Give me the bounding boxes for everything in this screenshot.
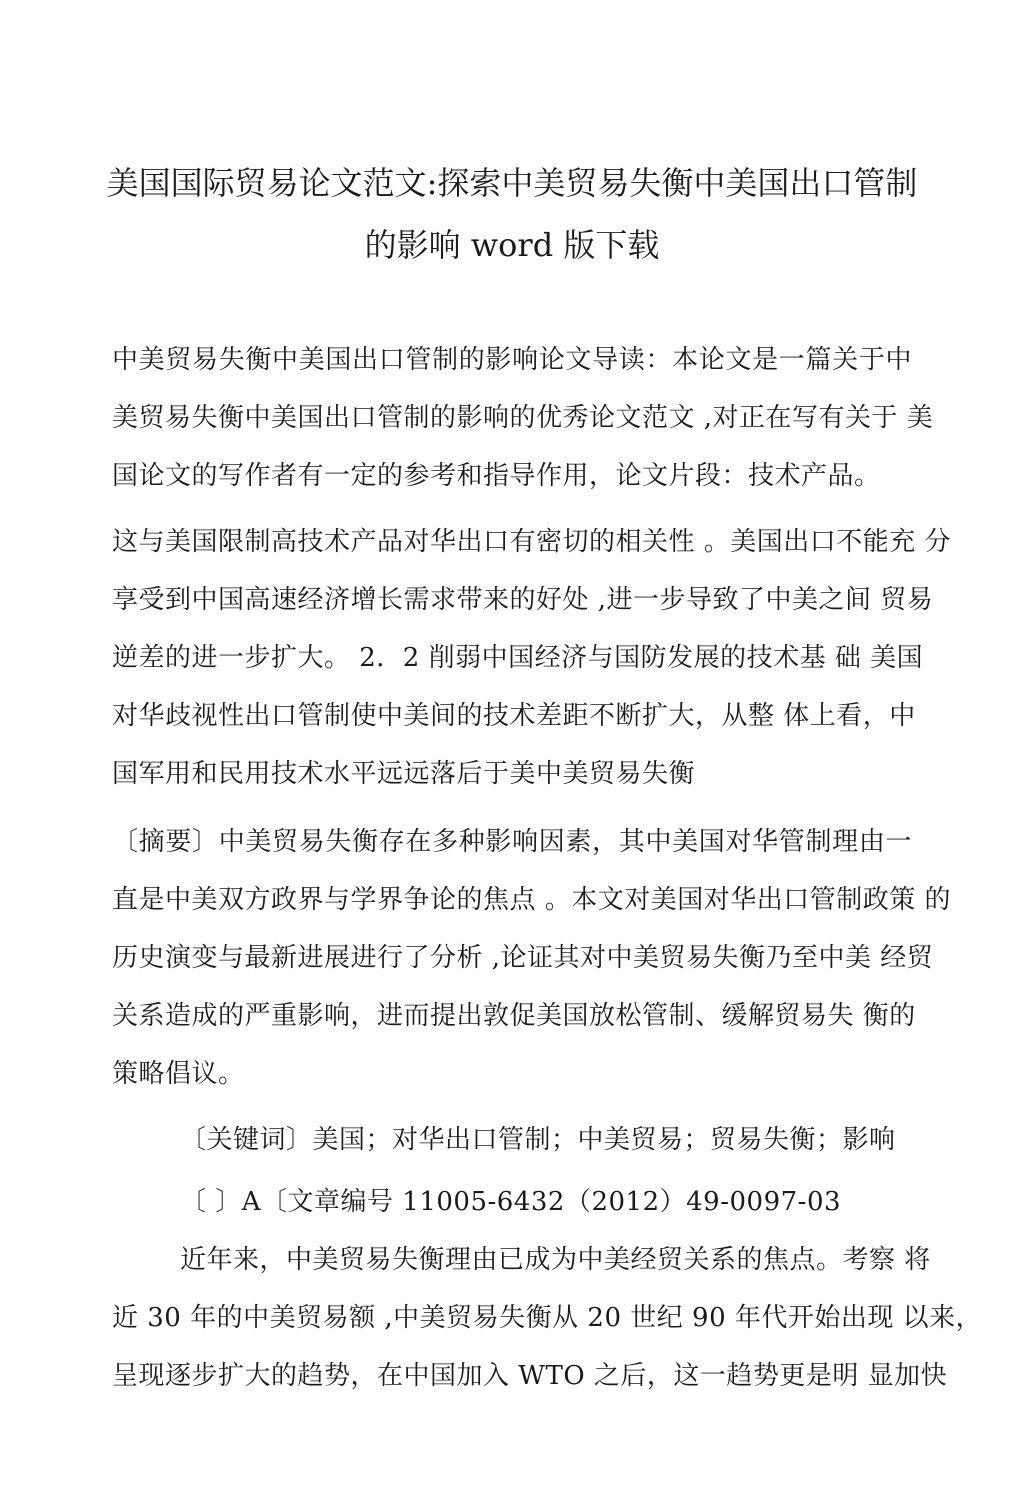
article-number-line: 〔 〕A〔文章编号 11005-6432（2012）49-0097-03 bbox=[180, 1187, 842, 1217]
excerpt-line-5: 国军用和民用技术水平远远落后于美中美贸易失衡 bbox=[112, 759, 696, 789]
title-line-1: 美国国际贸易论文范文:探索中美贸易失衡中美国出口管制 bbox=[106, 164, 918, 202]
intro-line-3: 国论文的写作者有一定的参考和指导作用，论文片段：技术产品。 bbox=[112, 461, 881, 491]
abstract-line-4: 关系造成的严重影响，进而提出敦促美国放松管制、缓解贸易失 衡的 bbox=[112, 1001, 916, 1031]
excerpt-line-2: 享受到中国高速经济增长需求带来的好处 ,进一步导致了中美之间 贸易 bbox=[112, 585, 934, 615]
excerpt-line-1: 这与美国限制高技术产品对华出口有密切的相关性 。美国出口不能充 分 bbox=[112, 527, 952, 557]
body-line-2: 近 30 年的中美贸易额 ,中美贸易失衡从 20 世纪 90 年代开始出现 以来， bbox=[112, 1303, 983, 1333]
document-title bbox=[100, 152, 924, 276]
intro-line-2: 美贸易失衡中美国出口管制的影响的优秀论文范文 ,对正在写有关于 美 bbox=[112, 403, 934, 433]
title-line-2: 的影响 word 版下载 bbox=[364, 226, 660, 264]
abstract-line-2: 直是中美双方政界与学界争论的焦点 。本文对美国对华出口管制政策 的 bbox=[112, 885, 952, 915]
excerpt-line-4: 对华歧视性出口管制使中美间的技术差距不断扩大，从整 体上看，中 bbox=[112, 701, 916, 731]
abstract-line-1: 〔摘要〕中美贸易失衡存在多种影响因素，其中美国对华管制理由一 bbox=[112, 827, 912, 857]
body-line-1: 近年来，中美贸易失衡理由已成为中美经贸关系的焦点。考察 将 bbox=[180, 1245, 931, 1275]
body-line-3: 呈现逐步扩大的趋势，在中国加入 WTO 之后，这一趋势更是明 显加快 bbox=[112, 1361, 948, 1391]
intro-line-1: 中美贸易失衡中美国出口管制的影响论文导读：本论文是一篇关于中 bbox=[112, 345, 912, 375]
abstract-line-3: 历史演变与最新进展进行了分析 ,论证其对中美贸易失衡乃至中美 经贸 bbox=[112, 943, 934, 973]
excerpt-line-3: 逆差的进一步扩大。 2．2 削弱中国经济与国防发展的技术基 础 美国 bbox=[112, 643, 924, 673]
abstract-line-5: 策略倡议。 bbox=[112, 1059, 245, 1089]
keywords-line: 〔关键词〕美国；对华出口管制；中美贸易；贸易失衡；影响 bbox=[180, 1125, 896, 1155]
